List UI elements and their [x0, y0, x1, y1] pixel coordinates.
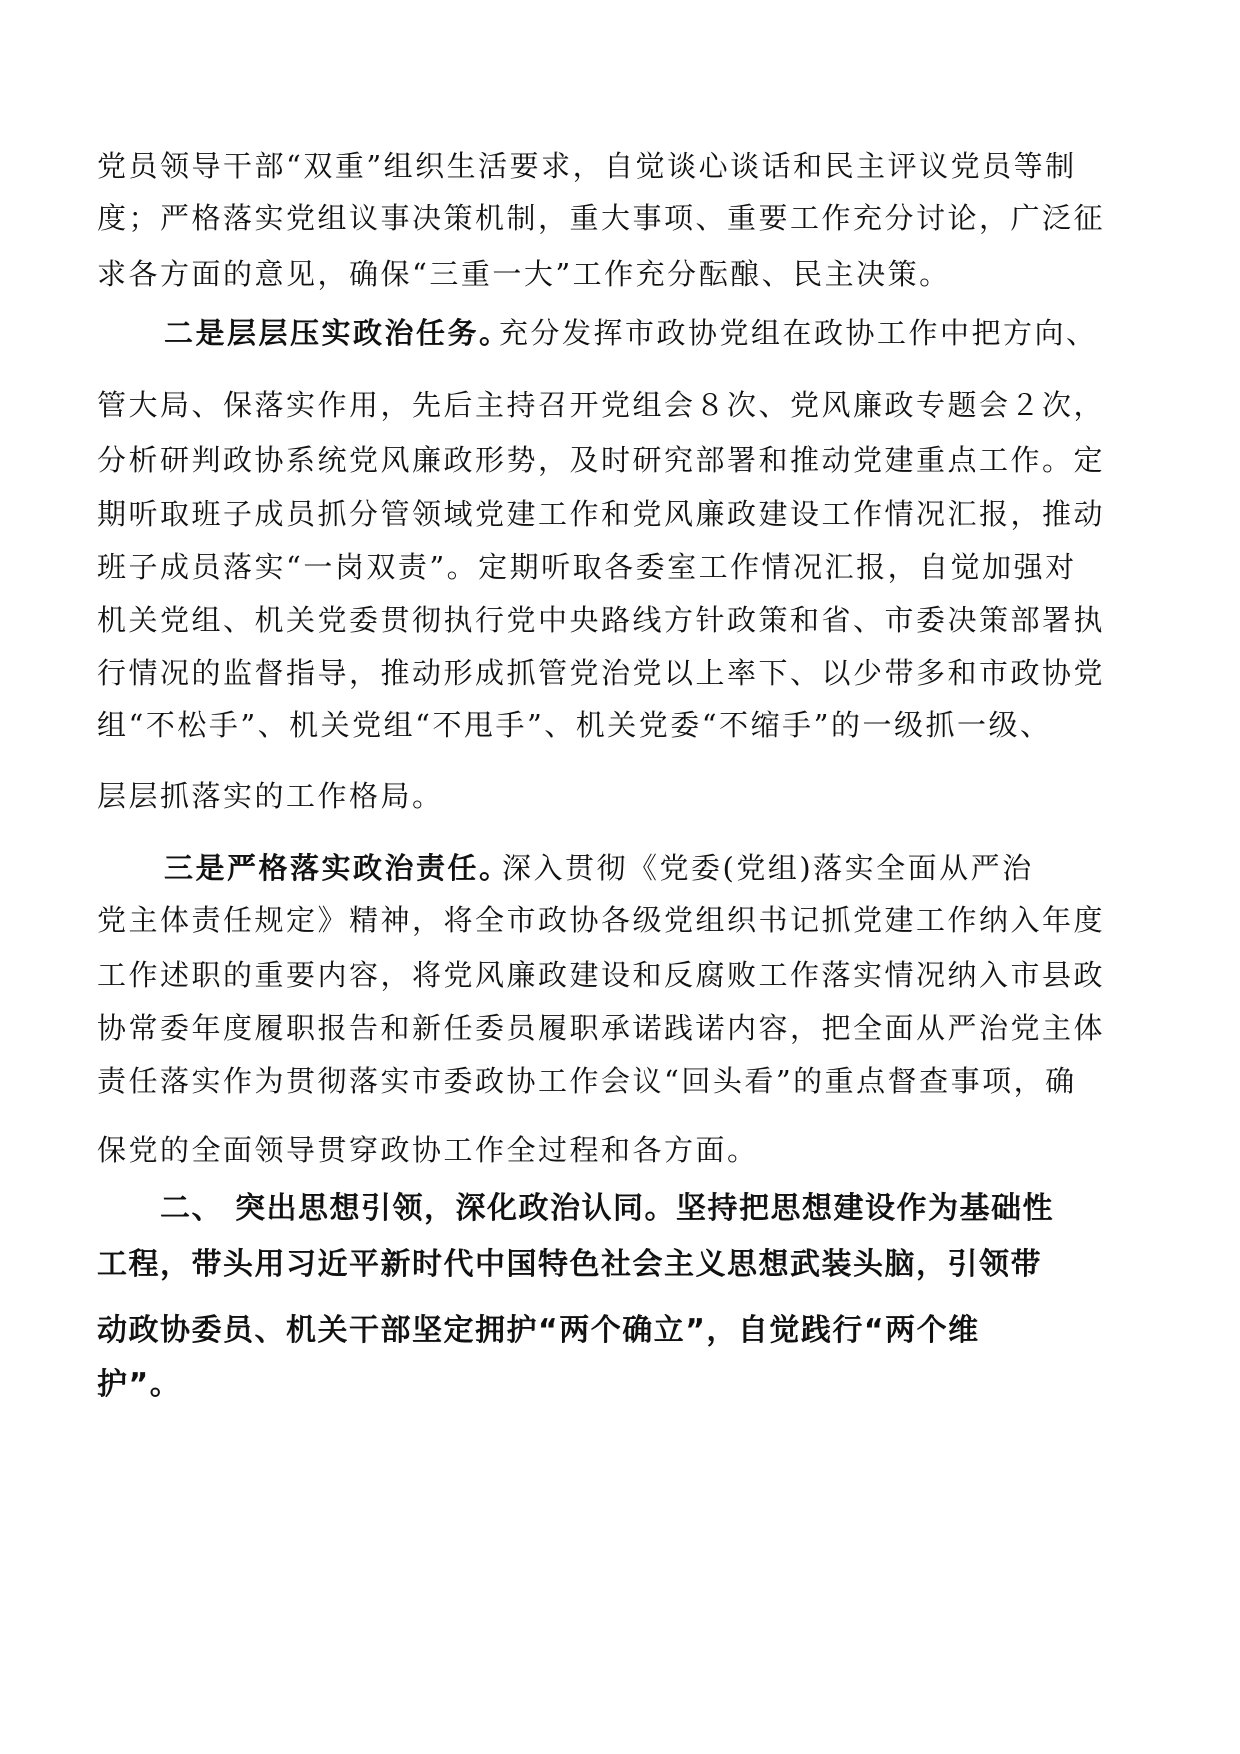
text-line: 深入贯彻《党委(党组)落实全面从严治: [502, 851, 1034, 885]
paragraph-lead: 二是层层压实政治任务。: [164, 316, 511, 350]
text-line: 期听取班子成员抓分管领域党建工作和党风廉政建设工作情况汇报，推动: [97, 497, 1106, 531]
paragraph-lead: 三是严格落实政治责任。: [164, 851, 511, 885]
text-line: 班子成员落实“一岗双责”。定期听取各委室工作情况汇报，自觉加强对: [97, 550, 1077, 584]
text-line: 责任落实作为贯彻落实市委政协工作会议“回头看”的重点督查事项，确: [97, 1064, 1077, 1098]
text-line: 度；严格落实党组议事决策机制，重大事项、重要工作充分讨论，广泛征: [97, 201, 1106, 235]
text-line: 党主体责任规定》精神，将全市政协各级党组织书记抓党建工作纳入年度: [97, 903, 1106, 937]
heading-line: 工程，带头用习近平新时代中国特色社会主义思想武装头脑，引领带: [97, 1247, 1042, 1282]
heading-line: 护”。: [97, 1367, 182, 1402]
text-line: 组“不松手”、机关党组“不甩手”、机关党委“不缩手”的一级抓一级、: [97, 708, 1052, 742]
text-line: 管大局、保落实作用，先后主持召开党组会８次、党风廉政专题会２次，: [97, 388, 1106, 422]
text-line: 工作述职的重要内容，将党风廉政建设和反腐败工作落实情况纳入市县政: [97, 958, 1106, 992]
text-line: 充分发挥市政协党组在政协工作中把方向、: [499, 316, 1098, 350]
heading-line: 二、 突出思想引领，深化政治认同。坚持把思想建设作为基础性: [160, 1191, 1054, 1226]
text-line: 行情况的监督指导，推动形成抓管党治党以上率下、以少带多和市政协党: [97, 656, 1106, 690]
text-line: 求各方面的意见，确保“三重一大”工作充分酝酿、民主决策。: [97, 257, 951, 291]
text-line: 分析研判政协系统党风廉政形势，及时研究部署和推动党建重点工作。定: [97, 443, 1106, 477]
text-line: 机关党组、机关党委贯彻执行党中央路线方针政策和省、市委决策部署执: [97, 603, 1106, 637]
text-line: 协常委年度履职报告和新任委员履职承诺践诺内容，把全面从严治党主体: [97, 1011, 1106, 1045]
text-line: 党员领导干部“双重”组织生活要求，自觉谈心谈话和民主评议党员等制: [97, 149, 1077, 183]
heading-line: 动政协委员、机关干部坚定拥护“两个确立”，自觉践行“两个维: [97, 1313, 980, 1348]
text-line: 层层抓落实的工作格局。: [97, 779, 444, 813]
text-line: 保党的全面领导贯穿政协工作全过程和各方面。: [97, 1133, 759, 1167]
